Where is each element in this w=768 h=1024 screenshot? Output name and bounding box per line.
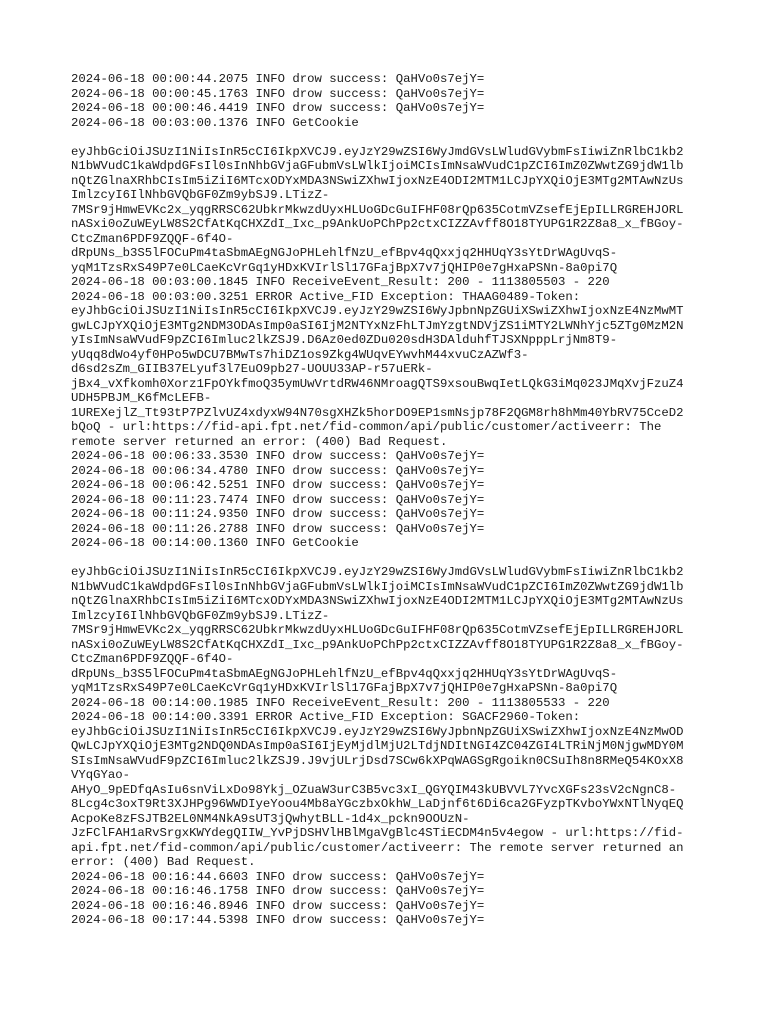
log-line: 2024-06-18 00:06:34.4780 INFO drow success: QaHVo0s7ejY=: [71, 463, 485, 478]
log-line: 2024-06-18 00:14:00.1360 INFO GetCookie: [71, 536, 359, 550]
log-line: dRpUNs_b3S5lFOCuPm4taSbmAEgNGJoPHLehlfNzU_efBpv4qQxxjq2HHUqY3sYtDrWAgUvqS-: [71, 246, 618, 260]
log-line: 2024-06-18 00:00:45.1763 INFO drow success: QaHVo0s7ejY=: [71, 86, 485, 101]
log-line: yqM1TzsRxS49P7e0LCaeKcVrGq1yHDxKVIrlSl17GFajBpX7v7jQHIP0e7gHxaPSNn-8a0pi7Q: [71, 260, 618, 275]
log-line: 7MSr9jHmwEVKc2x_yqgRRSC62UbkrMkwzdUyxHLUoGDcGuIFHF08rQp635CotmVZsefEjEpILLRGREHJORL: [71, 623, 684, 637]
log-line: 2024-06-18 00:06:33.3530 INFO drow success: QaHVo0s7ejY=: [71, 449, 485, 463]
log-line: QwLCJpYXQiOjE3MTg2NDQ0NDAsImp0aSI6IjEyMjdlMjU2LTdjNDItNGI4ZC04ZGI4LTRiNjM0NjgwMDY0M: [71, 739, 684, 753]
log-text-block: [71, 72, 701, 928]
log-line: 2024-06-18 00:11:24.9350 INFO drow success: QaHVo0s7ejY=: [71, 507, 485, 521]
log-line: 2024-06-18 00:16:46.1758 INFO drow success: QaHVo0s7ejY=: [71, 884, 485, 898]
log-line: 2024-06-18 00:14:00.1985 INFO ReceiveEvent_Result: 200 - 1113805533 - 220: [71, 695, 610, 710]
log-line: eyJhbGciOiJSUzI1NiIsInR5cCI6IkpXVCJ9.eyJzY29wZSI6WyJmdGVsLWludGVybmFsIiwiZnRlbC1kb2: [71, 565, 684, 579]
log-line: 2024-06-18 00:03:00.3251 ERROR Active_FID Exception: THAAG0489-Token:: [71, 289, 581, 304]
log-line: CtcZman6PDF9ZQQF-6f4O-: [71, 652, 234, 666]
blank-line: [71, 130, 701, 145]
log-line: UDH5PBJM_K6fMcLEFB-: [71, 391, 212, 405]
log-line: 2024-06-18 00:11:23.7474 INFO drow success: QaHVo0s7ejY=: [71, 492, 485, 507]
log-line: AcpoKe8zFSJTB2EL0NM4NkA9sUT3jQwhytBLL-1d4x_pckn9OOUzN-: [71, 811, 470, 826]
log-line: 7MSr9jHmwEVKc2x_yqgRRSC62UbkrMkwzdUyxHLUoGDcGuIFHF08rQp635CotmVZsefEjEpILLRGREHJORL: [71, 202, 684, 217]
log-line: ImlzcyI6IlNhbGVQbGF0Zm9ybSJ9.LTizZ-: [71, 188, 330, 202]
log-line: error: (400) Bad Request.: [71, 855, 256, 869]
blank-line: [71, 551, 701, 566]
log-line: N1bWVudC1kaWdpdGFsIl0sInNhbGVjaGFubmVsLWlkIjoiMCIsImNsaWVudC1pZCI6ImZ0ZWwtZG9jdW1lb: [71, 579, 684, 594]
log-line: JzFClFAH1aRvSrgxKWYdegQIIW_YvPjDSHVlHBlMgaVgBlc4STiECDM4n5v4egow - url:https://fid-: [71, 826, 684, 840]
log-line: remote server returned an error: (400) Bad Request.: [71, 434, 448, 449]
log-line: AHyO_9pEDfqAsIu6snViLxDo98Ykj_OZuaW3urC3B5vc3xI_QGYQIM43kUBVVL7YvcXGFs23sV2cNgnC8-: [71, 782, 677, 797]
log-line: 2024-06-18 00:06:42.5251 INFO drow success: QaHVo0s7ejY=: [71, 478, 485, 492]
log-line: bQoQ - url:https://fid-api.fpt.net/fid-common/api/public/customer/activeerr: The: [71, 420, 662, 434]
log-line: api.fpt.net/fid-common/api/public/customer/activeerr: The remote server returned an: [71, 840, 684, 855]
log-line: nASxi0oZuWEyLW8S2CfAtKqCHXZdI_Ixc_p9AnkUoPChPp2ctxCIZZAvff8O18TYUPG1R2Z8a8_x_fBGoy-: [71, 217, 684, 231]
log-line: 2024-06-18 00:03:00.1376 INFO GetCookie: [71, 115, 359, 130]
log-line: 1UREXejlZ_Tt93tP7PZlvUZ4xdyxW94N70sgXHZk5horDO9EP1smNsjp78F2QGM8rh8hMm40YbRV75CceD2: [71, 405, 684, 420]
log-line: N1bWVudC1kaWdpdGFsIl0sInNhbGVjaGFubmVsLWlkIjoiMCIsImNsaWVudC1pZCI6ImZ0ZWwtZG9jdW1lb: [71, 159, 684, 173]
log-line: gwLCJpYXQiOjE3MTg2NDM3ODAsImp0aSI6IjM2NTYxNzFhLTJmYzgtNDVjZS1iMTY2LWNhYjc5ZTg0MzM2N: [71, 318, 684, 333]
log-line: eyJhbGciOiJSUzI1NiIsInR5cCI6IkpXVCJ9.eyJzY29wZSI6WyJmdGVsLWludGVybmFsIiwiZnRlbC1kb2: [71, 144, 684, 159]
log-line: yIsImNsaWVudF9pZCI6Imluc2lkZSJ9.D6Az0ed0ZDu020sdH3DAlduhfTJSXNpppLrjNm8T9-: [71, 333, 618, 347]
log-line: yqM1TzsRxS49P7e0LCaeKcVrGq1yHDxKVIrlSl17GFajBpX7v7jQHIP0e7gHxaPSNn-8a0pi7Q: [71, 681, 618, 695]
log-line: 2024-06-18 00:16:46.8946 INFO drow success: QaHVo0s7ejY=: [71, 898, 485, 913]
log-line: nQtZGlnaXRhbCIsIm5iZiI6MTcxODYxMDA3NSwiZXhwIjoxNzE4ODI2MTM1LCJpYXQiOjE3MTg2MTAwNzUs: [71, 173, 684, 188]
log-line: 2024-06-18 00:14:00.3391 ERROR Active_FID Exception: SGACF2960-Token:: [71, 710, 581, 724]
log-line: CtcZman6PDF9ZQQF-6f4O-: [71, 231, 234, 246]
log-line: nASxi0oZuWEyLW8S2CfAtKqCHXZdI_Ixc_p9AnkUoPChPp2ctxCIZZAvff8O18TYUPG1R2Z8a8_x_fBGoy-: [71, 637, 684, 652]
log-line: 2024-06-18 00:03:00.1845 INFO ReceiveEvent_Result: 200 - 1113805503 - 220: [71, 275, 610, 289]
log-line: 2024-06-18 00:17:44.5398 INFO drow success: QaHVo0s7ejY=: [71, 913, 485, 927]
log-line: yUqq8dWo4yf0HPo5wDCU7BMwTs7hiDZ1os9Zkg4WUqvEYwvhM44xvuCzAZWf3-: [71, 347, 529, 362]
log-line: VYqGYao-: [71, 768, 131, 782]
log-line: dRpUNs_b3S5lFOCuPm4taSbmAEgNGJoPHLehlfNzU_efBpv4qQxxjq2HHUqY3sYtDrWAgUvqS-: [71, 666, 618, 681]
log-line: 2024-06-18 00:11:26.2788 INFO drow success: QaHVo0s7ejY=: [71, 521, 485, 536]
log-line: jBx4_vXfkomh0Xorz1FpOYkfmoQ35ymUwVrtdRW46NMroagQTS9xsouBwqIetLQkG3iMq023JMqXvjFzuZ4: [71, 376, 684, 391]
log-line: 8Lcg4c3oxT9Rt3XJHPg96WWDIyeYoou4Mb8aYGczbxOkhW_LaDjnf6t6Di6ca2GFyzpTKvboYWxNTlNyqEQ: [71, 797, 684, 811]
log-line: eyJhbGciOiJSUzI1NiIsInR5cCI6IkpXVCJ9.eyJzY29wZSI6WyJpbnNpZGUiXSwiZXhwIjoxNzE4NzMwOD: [71, 724, 684, 739]
log-line: ImlzcyI6IlNhbGVQbGF0Zm9ybSJ9.LTizZ-: [71, 608, 330, 623]
log-line: eyJhbGciOiJSUzI1NiIsInR5cCI6IkpXVCJ9.eyJzY29wZSI6WyJpbnNpZGUiXSwiZXhwIjoxNzE4NzMwMT: [71, 304, 684, 318]
log-line: 2024-06-18 00:00:46.4419 INFO drow success: QaHVo0s7ejY=: [71, 101, 485, 115]
log-line: 2024-06-18 00:16:44.6603 INFO drow success: QaHVo0s7ejY=: [71, 869, 485, 884]
log-line: d6sd2sZm_GIIB37ELyuf3l7EuO9pb27-UOUU33AP-r57uERk-: [71, 362, 433, 376]
log-line: SIsImNsaWVudF9pZCI6Imluc2lkZSJ9.J9vjULrjDsd7SCw6kXPqWAGSgRgoikn0CSuIh8n8RMeQ54KOxX8: [71, 753, 684, 768]
log-line: 2024-06-18 00:00:44.2075 INFO drow success: QaHVo0s7ejY=: [71, 72, 485, 86]
log-line: nQtZGlnaXRhbCIsIm5iZiI6MTcxODYxMDA3NSwiZXhwIjoxNzE4ODI2MTM1LCJpYXQiOjE3MTg2MTAwNzUs: [71, 594, 684, 608]
